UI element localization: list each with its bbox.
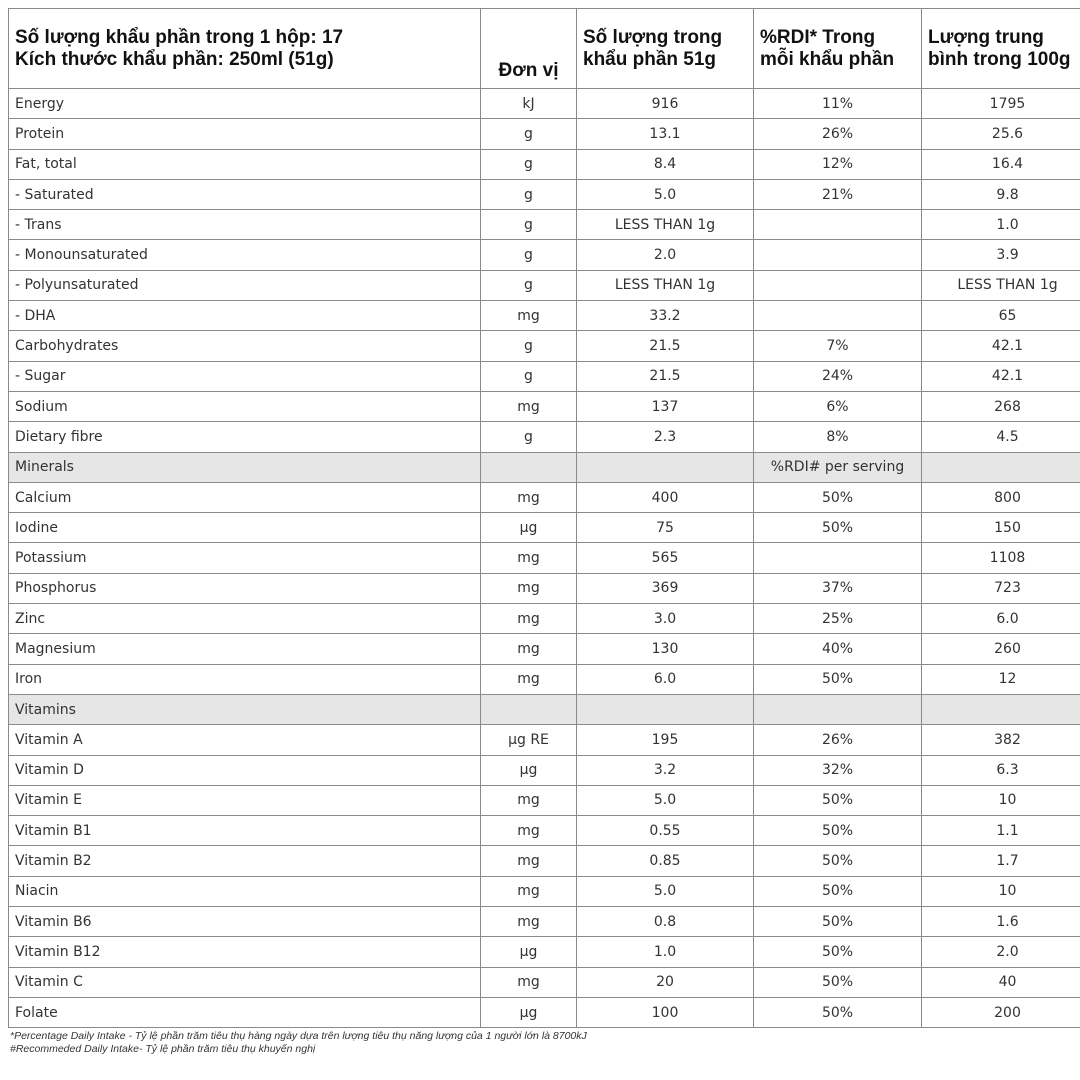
rdi-cell: 50% bbox=[754, 967, 922, 997]
header-serving-info bbox=[9, 9, 481, 89]
per-100g-cell: 6.0 bbox=[922, 604, 1080, 634]
table-row bbox=[9, 816, 1080, 846]
table-row bbox=[9, 573, 1080, 603]
header-per-100g bbox=[922, 9, 1080, 89]
table-row bbox=[9, 301, 1080, 331]
nutrient-name-cell: - Polyunsaturated bbox=[9, 270, 481, 300]
unit-cell bbox=[481, 452, 577, 482]
header-unit-label: Đơn vị bbox=[498, 60, 559, 81]
rdi-cell: 11% bbox=[754, 89, 922, 119]
unit-cell: mg bbox=[481, 967, 577, 997]
per-100g-cell: 40 bbox=[922, 967, 1080, 997]
per-serving-cell: LESS THAN 1g bbox=[577, 210, 754, 240]
rdi-cell: 12% bbox=[754, 149, 922, 179]
nutrient-name-cell: Vitamin B12 bbox=[9, 937, 481, 967]
unit-cell: mg bbox=[481, 785, 577, 815]
per-serving-cell: 5.0 bbox=[577, 876, 754, 906]
nutrient-name-cell: Sodium bbox=[9, 391, 481, 421]
section-row bbox=[9, 452, 1080, 482]
nutrient-name-cell: Potassium bbox=[9, 543, 481, 573]
per-100g-cell bbox=[922, 452, 1080, 482]
per-100g-cell bbox=[922, 694, 1080, 724]
table-row bbox=[9, 937, 1080, 967]
per-100g-cell: 6.3 bbox=[922, 755, 1080, 785]
per-100g-cell: 150 bbox=[922, 513, 1080, 543]
nutrient-name-cell: Niacin bbox=[9, 876, 481, 906]
per-serving-cell: 565 bbox=[577, 543, 754, 573]
per-serving-cell: 6.0 bbox=[577, 664, 754, 694]
rdi-cell: 50% bbox=[754, 664, 922, 694]
per-serving-cell: 0.8 bbox=[577, 907, 754, 937]
rdi-cell: 50% bbox=[754, 513, 922, 543]
footnote-pdi: *Percentage Daily Intake - Tỷ lệ phần trăm tiêu thụ hàng ngày dựa trên lượng tiêu thụ năng lượng của 1 người lớn là 8700kJ bbox=[10, 1030, 587, 1042]
per-100g-cell: LESS THAN 1g bbox=[922, 270, 1080, 300]
per-serving-cell: 0.55 bbox=[577, 816, 754, 846]
unit-cell: mg bbox=[481, 482, 577, 512]
unit-cell: mg bbox=[481, 391, 577, 421]
per-100g-cell: 16.4 bbox=[922, 149, 1080, 179]
header-per-serving bbox=[577, 9, 754, 89]
per-serving-cell: 0.85 bbox=[577, 846, 754, 876]
per-serving-cell bbox=[577, 452, 754, 482]
table-row bbox=[9, 391, 1080, 421]
per-serving-cell: 137 bbox=[577, 391, 754, 421]
nutrient-name-cell: Vitamin B6 bbox=[9, 907, 481, 937]
unit-cell: mg bbox=[481, 543, 577, 573]
nutrient-name-cell: Carbohydrates bbox=[9, 331, 481, 361]
header-unit bbox=[481, 9, 577, 89]
rdi-cell bbox=[754, 240, 922, 270]
per-serving-cell: 195 bbox=[577, 725, 754, 755]
per-100g-cell: 25.6 bbox=[922, 119, 1080, 149]
table-row bbox=[9, 997, 1080, 1027]
per-100g-cell: 800 bbox=[922, 482, 1080, 512]
unit-cell: mg bbox=[481, 876, 577, 906]
table-row bbox=[9, 270, 1080, 300]
per-serving-cell: 21.5 bbox=[577, 331, 754, 361]
per-100g-cell: 4.5 bbox=[922, 422, 1080, 452]
per-serving-cell: 5.0 bbox=[577, 179, 754, 209]
unit-cell: µg bbox=[481, 997, 577, 1027]
table-row bbox=[9, 755, 1080, 785]
table-row bbox=[9, 876, 1080, 906]
unit-cell: kJ bbox=[481, 89, 577, 119]
unit-cell: mg bbox=[481, 664, 577, 694]
nutrient-name-cell: Vitamins bbox=[9, 694, 481, 724]
unit-cell: mg bbox=[481, 816, 577, 846]
per-serving-cell: LESS THAN 1g bbox=[577, 270, 754, 300]
per-serving-cell: 33.2 bbox=[577, 301, 754, 331]
unit-cell bbox=[481, 694, 577, 724]
section-row bbox=[9, 694, 1080, 724]
per-serving-cell: 400 bbox=[577, 482, 754, 512]
rdi-cell bbox=[754, 301, 922, 331]
per-100g-cell: 268 bbox=[922, 391, 1080, 421]
table-row bbox=[9, 210, 1080, 240]
per-serving-cell: 916 bbox=[577, 89, 754, 119]
table-row bbox=[9, 482, 1080, 512]
per-100g-cell: 42.1 bbox=[922, 331, 1080, 361]
rdi-cell: %RDI# per serving bbox=[754, 452, 922, 482]
per-serving-cell: 21.5 bbox=[577, 361, 754, 391]
rdi-cell: 6% bbox=[754, 391, 922, 421]
rdi-cell: 21% bbox=[754, 179, 922, 209]
unit-cell: mg bbox=[481, 573, 577, 603]
rdi-cell: 8% bbox=[754, 422, 922, 452]
header-rdi bbox=[754, 9, 922, 89]
rdi-cell: 50% bbox=[754, 816, 922, 846]
unit-cell: g bbox=[481, 210, 577, 240]
header-rdi-line1: %RDI* Trong bbox=[760, 26, 876, 48]
nutrition-table-container bbox=[8, 8, 1080, 1028]
footnotes bbox=[10, 1030, 587, 1056]
per-serving-cell: 3.2 bbox=[577, 755, 754, 785]
table-row bbox=[9, 634, 1080, 664]
nutrition-table-body bbox=[9, 89, 1080, 1028]
per-serving-cell bbox=[577, 694, 754, 724]
table-row bbox=[9, 513, 1080, 543]
rdi-cell: 40% bbox=[754, 634, 922, 664]
table-row bbox=[9, 422, 1080, 452]
per-100g-cell: 200 bbox=[922, 997, 1080, 1027]
unit-cell: g bbox=[481, 149, 577, 179]
unit-cell: mg bbox=[481, 907, 577, 937]
unit-cell: µg bbox=[481, 755, 577, 785]
rdi-cell: 32% bbox=[754, 755, 922, 785]
table-row bbox=[9, 331, 1080, 361]
nutrient-name-cell: - DHA bbox=[9, 301, 481, 331]
per-100g-cell: 12 bbox=[922, 664, 1080, 694]
unit-cell: g bbox=[481, 240, 577, 270]
per-100g-cell: 3.9 bbox=[922, 240, 1080, 270]
per-100g-cell: 723 bbox=[922, 573, 1080, 603]
per-serving-cell: 100 bbox=[577, 997, 754, 1027]
unit-cell: g bbox=[481, 422, 577, 452]
rdi-cell: 37% bbox=[754, 573, 922, 603]
nutrient-name-cell: Vitamin E bbox=[9, 785, 481, 815]
nutrient-name-cell: - Saturated bbox=[9, 179, 481, 209]
rdi-cell: 24% bbox=[754, 361, 922, 391]
unit-cell: g bbox=[481, 361, 577, 391]
table-row bbox=[9, 543, 1080, 573]
per-serving-cell: 75 bbox=[577, 513, 754, 543]
rdi-cell: 50% bbox=[754, 846, 922, 876]
per-100g-cell: 10 bbox=[922, 876, 1080, 906]
nutrient-name-cell: Vitamin B1 bbox=[9, 816, 481, 846]
footnote-rdi: #Recommeded Daily Intake- Tỷ lệ phần trăm tiêu thụ khuyến nghị bbox=[10, 1043, 316, 1055]
table-row bbox=[9, 725, 1080, 755]
per-100g-cell: 1795 bbox=[922, 89, 1080, 119]
unit-cell: g bbox=[481, 179, 577, 209]
serving-size: Kích thước khẩu phần: 250ml (51g) bbox=[15, 48, 334, 70]
nutrient-name-cell: Calcium bbox=[9, 482, 481, 512]
header-row bbox=[9, 9, 1080, 89]
rdi-cell: 26% bbox=[754, 119, 922, 149]
rdi-cell bbox=[754, 210, 922, 240]
nutrient-name-cell: Iron bbox=[9, 664, 481, 694]
nutrient-name-cell: Phosphorus bbox=[9, 573, 481, 603]
per-serving-cell: 3.0 bbox=[577, 604, 754, 634]
nutrient-name-cell: Energy bbox=[9, 89, 481, 119]
table-row bbox=[9, 967, 1080, 997]
table-row bbox=[9, 119, 1080, 149]
rdi-cell: 50% bbox=[754, 876, 922, 906]
table-row bbox=[9, 907, 1080, 937]
per-serving-cell: 5.0 bbox=[577, 785, 754, 815]
unit-cell: µg bbox=[481, 513, 577, 543]
table-row bbox=[9, 179, 1080, 209]
unit-cell: g bbox=[481, 270, 577, 300]
rdi-cell: 25% bbox=[754, 604, 922, 634]
per-serving-cell: 20 bbox=[577, 967, 754, 997]
unit-cell: g bbox=[481, 331, 577, 361]
nutrient-name-cell: Folate bbox=[9, 997, 481, 1027]
nutrient-name-cell: Dietary fibre bbox=[9, 422, 481, 452]
per-serving-cell: 2.0 bbox=[577, 240, 754, 270]
rdi-cell: 50% bbox=[754, 997, 922, 1027]
rdi-cell bbox=[754, 270, 922, 300]
nutrient-name-cell: - Sugar bbox=[9, 361, 481, 391]
nutrient-name-cell: - Trans bbox=[9, 210, 481, 240]
table-row bbox=[9, 240, 1080, 270]
rdi-cell: 50% bbox=[754, 937, 922, 967]
rdi-cell: 50% bbox=[754, 785, 922, 815]
header-per-100g-line1: Lượng trung bbox=[928, 26, 1044, 48]
table-row bbox=[9, 664, 1080, 694]
nutrient-name-cell: Minerals bbox=[9, 452, 481, 482]
per-serving-cell: 13.1 bbox=[577, 119, 754, 149]
rdi-cell: 7% bbox=[754, 331, 922, 361]
per-100g-cell: 1.7 bbox=[922, 846, 1080, 876]
nutrient-name-cell: Vitamin A bbox=[9, 725, 481, 755]
per-serving-cell: 2.3 bbox=[577, 422, 754, 452]
table-row bbox=[9, 785, 1080, 815]
per-serving-cell: 1.0 bbox=[577, 937, 754, 967]
rdi-cell bbox=[754, 543, 922, 573]
per-100g-cell: 1108 bbox=[922, 543, 1080, 573]
nutrient-name-cell: - Monounsaturated bbox=[9, 240, 481, 270]
per-serving-cell: 130 bbox=[577, 634, 754, 664]
nutrient-name-cell: Vitamin D bbox=[9, 755, 481, 785]
nutrient-name-cell: Zinc bbox=[9, 604, 481, 634]
unit-cell: g bbox=[481, 119, 577, 149]
header-per-serving-line2: khẩu phần 51g bbox=[583, 48, 717, 70]
per-serving-cell: 369 bbox=[577, 573, 754, 603]
unit-cell: mg bbox=[481, 846, 577, 876]
table-row bbox=[9, 361, 1080, 391]
table-row bbox=[9, 89, 1080, 119]
header-per-100g-line2: bình trong 100g bbox=[928, 48, 1071, 70]
unit-cell: mg bbox=[481, 604, 577, 634]
nutrient-name-cell: Protein bbox=[9, 119, 481, 149]
unit-cell: mg bbox=[481, 634, 577, 664]
per-100g-cell: 10 bbox=[922, 785, 1080, 815]
nutrient-name-cell: Iodine bbox=[9, 513, 481, 543]
nutrient-name-cell: Vitamin B2 bbox=[9, 846, 481, 876]
nutrient-name-cell: Magnesium bbox=[9, 634, 481, 664]
per-100g-cell: 260 bbox=[922, 634, 1080, 664]
unit-cell: µg bbox=[481, 937, 577, 967]
table-row bbox=[9, 149, 1080, 179]
per-serving-cell: 8.4 bbox=[577, 149, 754, 179]
header-per-serving-line1: Số lượng trong bbox=[583, 26, 723, 48]
per-100g-cell: 42.1 bbox=[922, 361, 1080, 391]
rdi-cell bbox=[754, 694, 922, 724]
per-100g-cell: 382 bbox=[922, 725, 1080, 755]
table-row bbox=[9, 604, 1080, 634]
per-100g-cell: 1.1 bbox=[922, 816, 1080, 846]
per-100g-cell: 65 bbox=[922, 301, 1080, 331]
header-rdi-line2: mỗi khẩu phần bbox=[760, 48, 895, 70]
nutrition-table bbox=[8, 8, 1080, 1028]
nutrient-name-cell: Vitamin C bbox=[9, 967, 481, 997]
servings-per-pack: Số lượng khẩu phần trong 1 hộp: 17 bbox=[15, 26, 344, 48]
per-100g-cell: 1.6 bbox=[922, 907, 1080, 937]
rdi-cell: 50% bbox=[754, 907, 922, 937]
rdi-cell: 26% bbox=[754, 725, 922, 755]
unit-cell: mg bbox=[481, 301, 577, 331]
nutrient-name-cell: Fat, total bbox=[9, 149, 481, 179]
table-row bbox=[9, 846, 1080, 876]
unit-cell: µg RE bbox=[481, 725, 577, 755]
rdi-cell: 50% bbox=[754, 482, 922, 512]
per-100g-cell: 9.8 bbox=[922, 179, 1080, 209]
per-100g-cell: 1.0 bbox=[922, 210, 1080, 240]
per-100g-cell: 2.0 bbox=[922, 937, 1080, 967]
